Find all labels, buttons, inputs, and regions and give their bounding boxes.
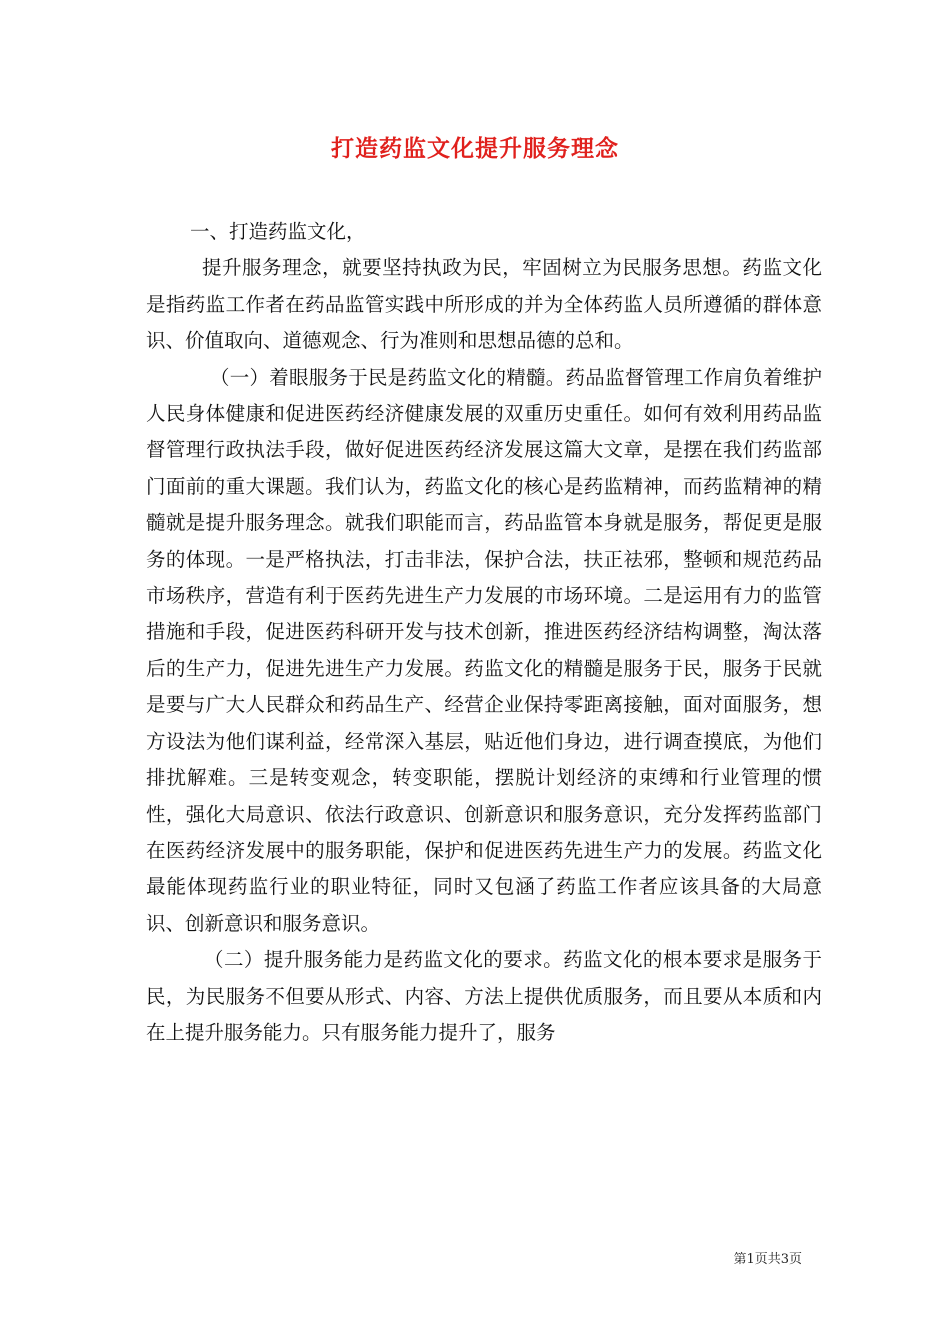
paragraph: （二）提升服务能力是药监文化的要求。药监文化的根本要求是服务于民，为民服务不但要从形式、内容、方法上提供优质服务，而且要从本质和内在上提升服务能力。只有服务能力提升了，服务: [146, 948, 822, 1044]
paragraph: 提升服务理念，就要坚持执政为民，牢固树立为民服务思想。药监文化是指药监工作者在药品监管实践中所形成的并为全体药监人员所遵循的群体意识、价值取向、道德观念、行为准则和思想品德的总和。: [146, 256, 822, 353]
page-number: 第1页共3页: [733, 1252, 802, 1267]
document-body: [146, 214, 822, 1051]
document-title: 打造药监文化提升服务理念: [331, 135, 619, 162]
paragraph: （一）着眼服务于民是药监文化的精髓。药品监督管理工作肩负着维护人民身体健康和促进医药经济健康发展的双重历史重任。如何有效利用药品监督管理行政执法手段，做好促进医药经济发展这篇大文章，是摆在我们药监部门面前的重大课题。我们认为，药监文化的核心是药监精神，而药监精神的精髓就是提升服务理念。就我们职能而言，药品监管本身就是服务，帮促更是服务的体现。一是严格执法，打击非法，保护合法，扶正祛邪，整顿和规范药品市场秩序，营造有利于医药先进生产力发展的市场环境。二是运用有力的监管措施和手段，促进医药科研开发与技术创新，推进医药经济结构调整，淘汰落后的生产力，促进先进生产力发展。药监文化的精髓是服务于民，服务于民就是要与广大人民群众和药品生产、经营企业保持零距离接触，面对面服务，想方设法为他们谋利益，经常深入基层，贴近他们身边，进行调查摸底，为他们排扰解难。三是转变观念，转变职能，摆脱计划经济的束缚和行业管理的惯性，强化大局意识、依法行政意识、创新意识和服务意识，充分发挥药监部门在医药经济发展中的服务职能，保护和促进医药先进生产力的发展。药监文化最能体现药监行业的职业特征，同时又包涵了药监工作者应该具备的大局意识、创新意识和服务意识。: [146, 365, 822, 935]
section-heading: 一、打造药监文化，: [190, 220, 366, 243]
